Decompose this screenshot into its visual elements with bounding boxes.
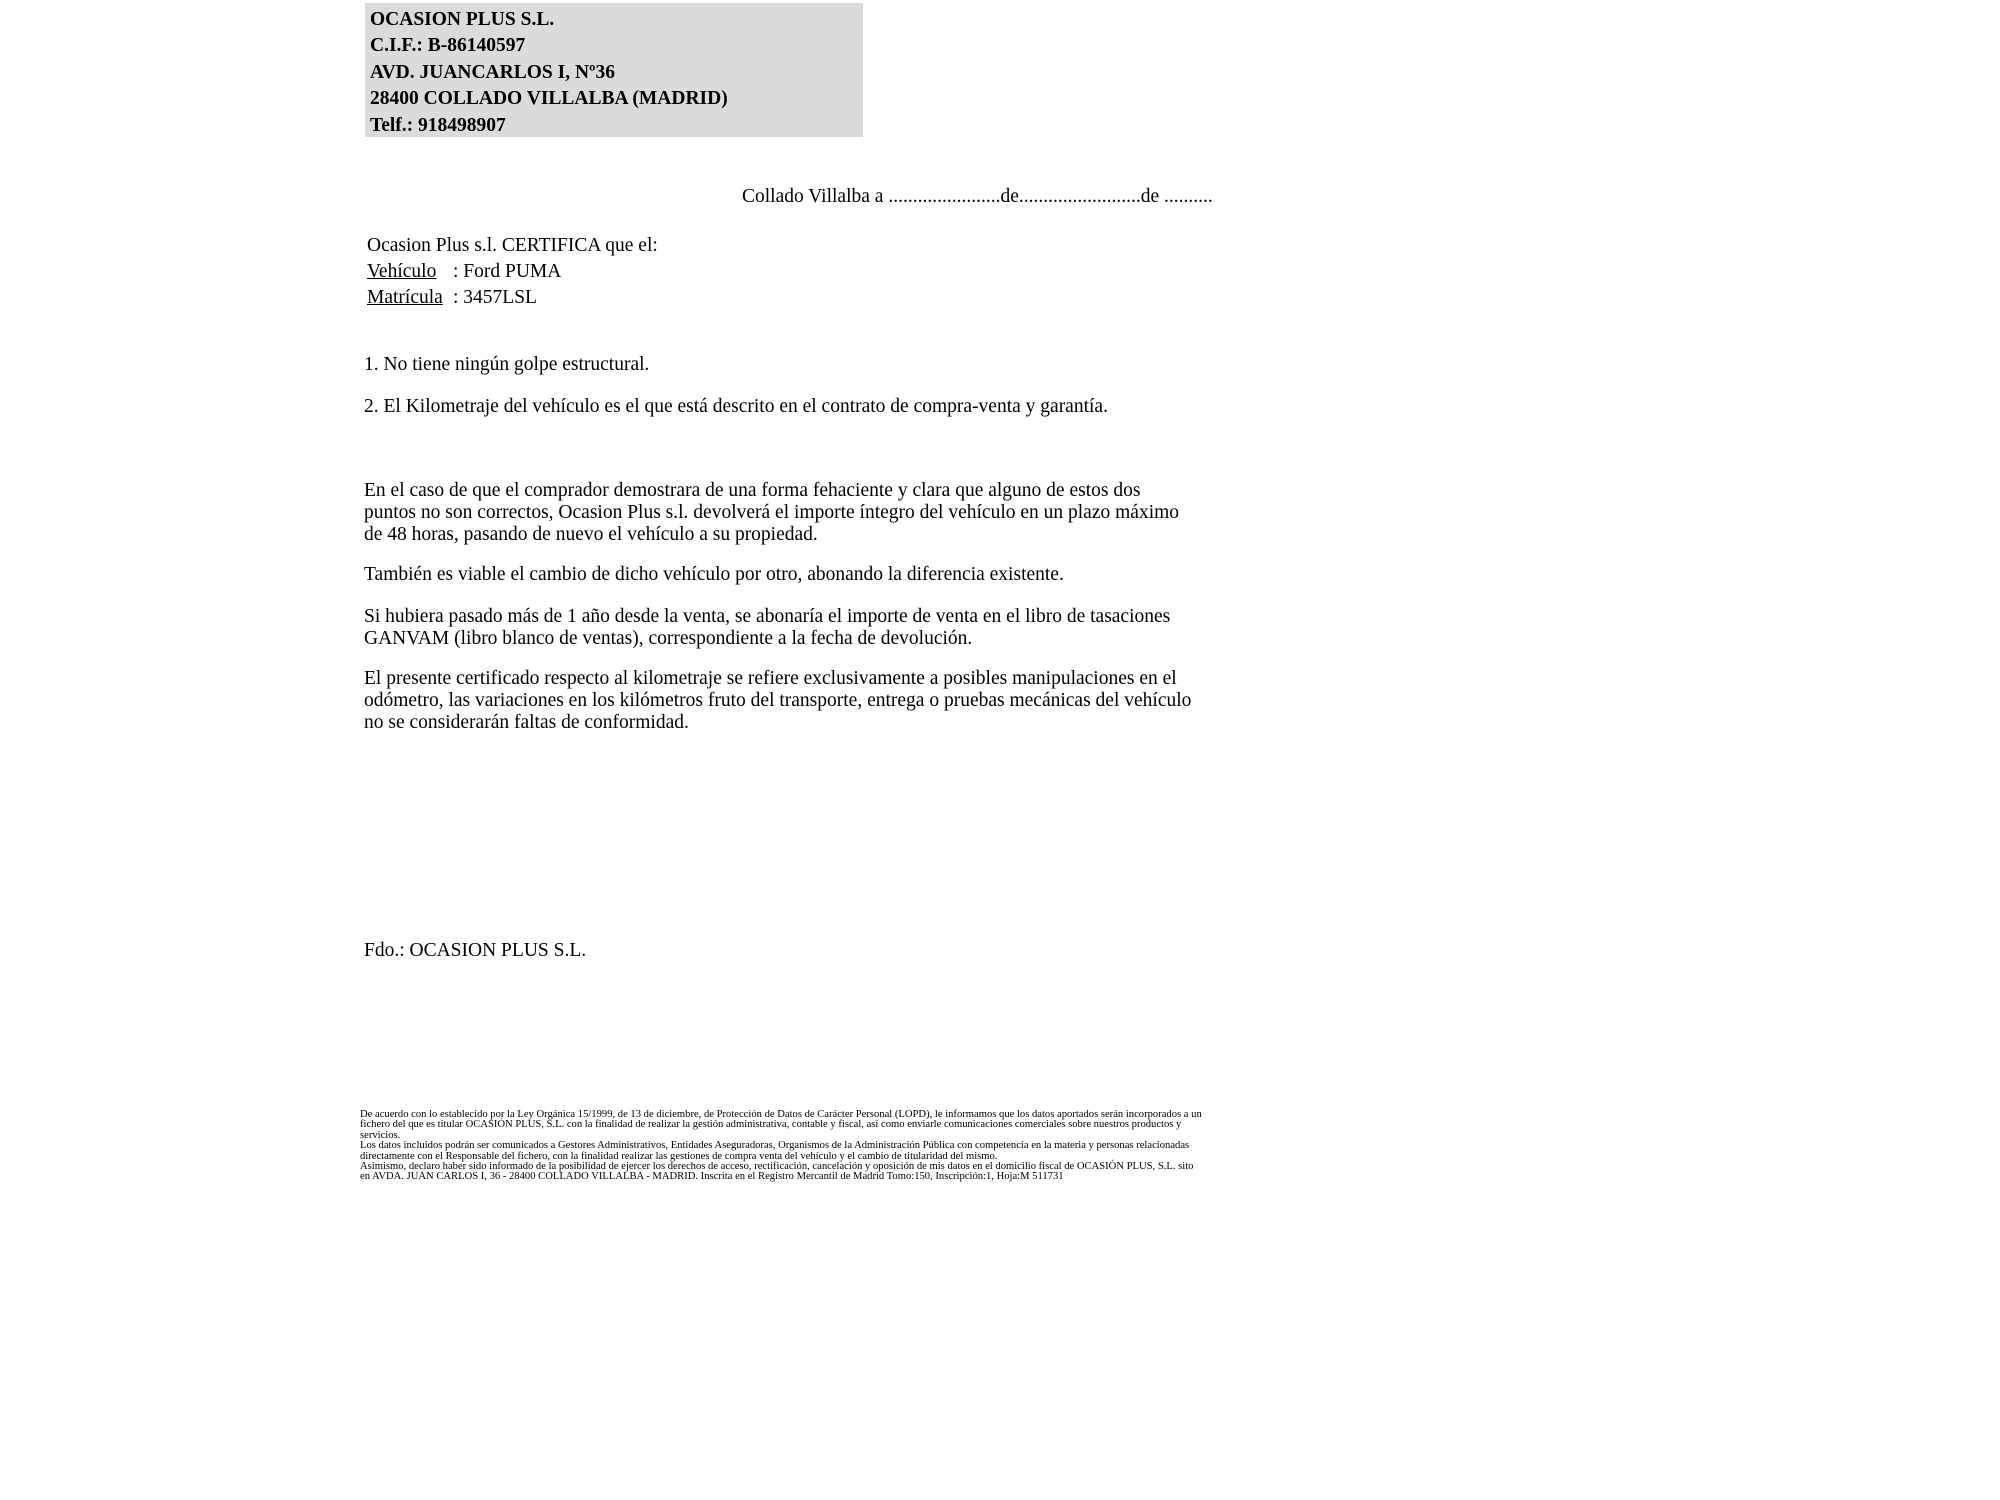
vehicle-row	[367, 259, 658, 285]
body-paragraph-exchange: También es viable el cambio de dicho vehículo por otro, abonando la diferencia existente.	[364, 564, 1064, 585]
date-fill-in-line: Collado Villalba a .......................de.........................de ..........	[742, 186, 1213, 207]
body-paragraph-ganvam: Si hubiera pasado más de 1 año desde la venta, se abonaría el importe de venta en el libro de tasaciones GANVAM (libro blanco de ventas), correspondiente a la fecha de devolución.	[364, 606, 1171, 649]
company-phone: Telf.: 918498907	[370, 114, 506, 136]
company-name: OCASION PLUS S.L.	[370, 9, 555, 30]
certification-block	[367, 233, 658, 311]
legal-paragraph-rights: Asimismo, declaro haber sido informado de la posibilidad de ejercer los derechos de acceso, rectificación, cancelación y oposición de mis datos en el domicilio fiscal de OCASIÓN PLUS, S.L. sito en AVDA. JUAN CARLOS I, 36 - 28400 COLLADO VILLALBA - MADRID. Inscrita en el Registro Mercantil de Madrid Tomo:150, Inscripción:1, Hoja:M 511731	[360, 1161, 1194, 1183]
company-cif: C.I.F.: B-86140597	[370, 35, 526, 57]
plate-label: Matrícula	[367, 287, 443, 308]
legal-paragraph-lopd: De acuerdo con lo establecido por la Ley Orgánica 15/1999, de 13 de diciembre, de Protección de Datos de Carácter Personal (LOPD), le informamos que los datos aportados serán incorporados a un fichero del que es titular OCASIÓN PLUS, S.L. con la finalidad de realizar la gestión administrativa, contable y fiscal, así como enviarle comunicaciones comerciales sobre nuestros productos y servicios.	[360, 1109, 1202, 1141]
plate-value: : 3457LSL	[453, 287, 537, 308]
vehicle-label: Vehículo	[367, 261, 437, 282]
body-paragraph-refund: En el caso de que el comprador demostrara de una forma fehaciente y clara que alguno de estos dos puntos no son correctos, Ocasion Plus s.l. devolverá el importe íntegro del vehículo en un plazo máximo de 48 horas, pasando de nuevo el vehículo a su propiedad.	[364, 480, 1180, 545]
body-paragraph-odometer: El presente certificado respecto al kilometraje se refiere exclusivamente a posibles manipulaciones en el odómetro, las variaciones en los kilómetros fruto del transporte, entrega o pruebas mecánicas del vehículo no se considerarán faltas de conformidad.	[364, 668, 1192, 733]
signature-line: Fdo.: OCASION PLUS S.L.	[364, 940, 587, 961]
company-address-line2: 28400 COLLADO VILLALBA (MADRID)	[370, 88, 728, 110]
plate-row	[367, 285, 658, 311]
legal-paragraph-data-sharing: Los datos incluidos podrán ser comunicados a Gestores Administrativos, Entidades Aseguradoras, Organismos de la Administración Pública con competencia en la materia y personas relacionadas directamente con el Responsable del fichero, con la finalidad realizar las gestiones de compra venta del vehículo y el cambio de titularidad del mismo.	[360, 1140, 1190, 1162]
certified-point-2: 2. El Kilometraje del vehículo es el que está descrito en el contrato de compra-venta y garantía.	[364, 396, 1108, 417]
certify-intro: Ocasion Plus s.l. CERTIFICA que el:	[367, 235, 658, 256]
certified-point-1: 1. No tiene ningún golpe estructural.	[364, 354, 650, 375]
company-address-line1: AVD. JUANCARLOS I, Nº36	[370, 61, 615, 83]
company-letterhead	[365, 3, 863, 137]
legal-footer	[360, 1110, 1202, 1183]
vehicle-value: : Ford PUMA	[453, 261, 562, 282]
